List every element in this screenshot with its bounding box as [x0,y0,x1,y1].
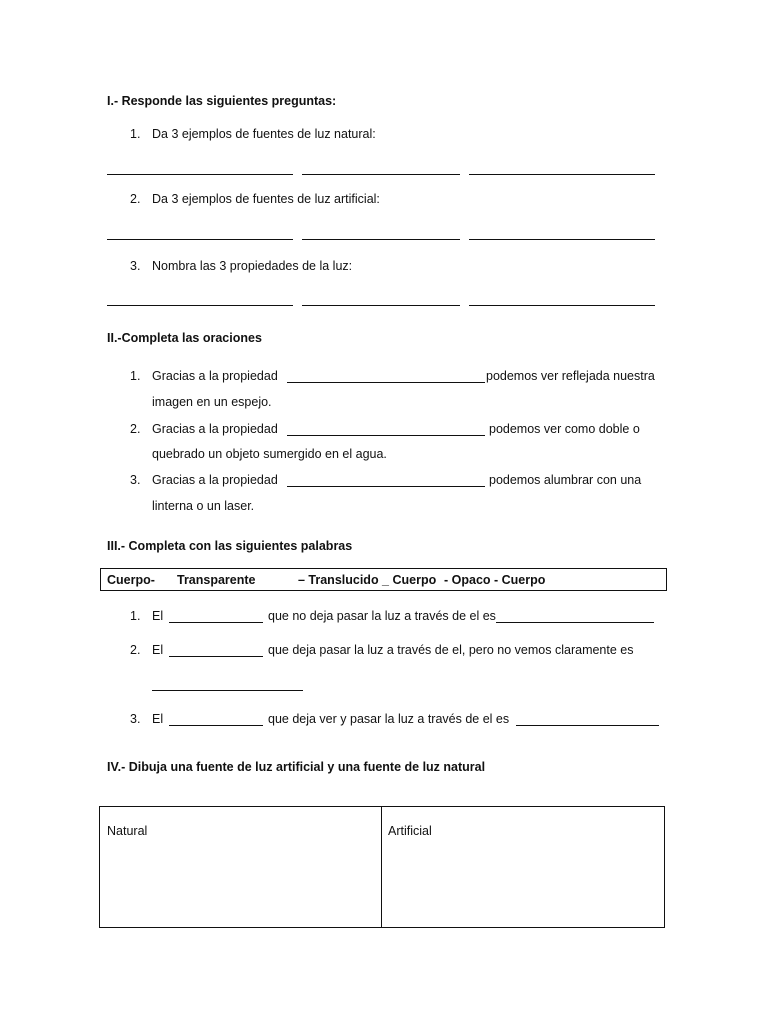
fill-number: 2. [130,643,141,657]
word-bank-item: Transparente [177,573,256,587]
artificial-cell-label: Artificial [388,824,432,838]
sentence-continuation: imagen en un espejo. [152,395,272,409]
word-bank-box [100,568,667,591]
question-text: Da 3 ejemplos de fuentes de luz artificial: [152,192,380,206]
fill-el: El [152,609,164,623]
fill-el: El [152,643,164,657]
fill-number: 3. [130,712,141,726]
question-text: Nombra las 3 propiedades de la luz: [152,259,353,273]
sentence-blank[interactable] [287,382,485,383]
sentence-suffix: podemos ver como doble o [489,422,640,436]
answer-blank[interactable] [107,174,293,175]
question-number: 2. [130,192,141,206]
question-number: 1. [130,127,141,141]
section3-heading: III.- Completa con las siguientes palabras [107,539,353,553]
answer-blank[interactable] [302,305,460,306]
answer-blank[interactable] [302,239,460,240]
question-number: 3. [130,259,141,273]
sentence-blank[interactable] [287,435,485,436]
sentence-prefix: Gracias a la propiedad [152,369,278,383]
sentence-blank[interactable] [287,486,485,487]
word-bank-item: Cuerpo- [107,573,155,587]
answer-blank[interactable] [469,305,655,306]
fill-blank[interactable] [169,725,263,726]
fill-text: que deja pasar la luz a través de el, pero no vemos claramente es [268,643,634,657]
sentence-suffix: podemos ver reflejada nuestra [486,369,655,383]
sentence-suffix: podemos alumbrar con una [489,473,642,487]
answer-blank[interactable] [302,174,460,175]
fill-number: 1. [130,609,141,623]
sentence-number: 3. [130,473,141,487]
fill-text: que deja ver y pasar la luz a través de el es [268,712,510,726]
table-divider [381,807,382,927]
word-bank-item: – Translucido _ Cuerpo [298,573,437,587]
answer-blank[interactable] [107,239,293,240]
sentence-prefix: Gracias a la propiedad [152,473,278,487]
fill-el: El [152,712,164,726]
answer-blank[interactable] [469,239,655,240]
fill-blank[interactable] [169,622,263,623]
sentence-continuation: quebrado un objeto sumergido en el agua. [152,447,387,461]
answer-blank[interactable] [107,305,293,306]
natural-cell-label: Natural [107,824,148,838]
question-text: Da 3 ejemplos de fuentes de luz natural: [152,127,376,141]
section2-heading: II.-Completa las oraciones [107,331,262,345]
fill-blank[interactable] [516,725,659,726]
fill-blank[interactable] [152,690,303,691]
fill-text: que no deja pasar la luz a través de el es [268,609,496,623]
sentence-continuation: linterna o un laser. [152,499,255,513]
word-bank-item: - Opaco - Cuerpo [444,573,546,587]
section1-heading: I.- Responde las siguientes preguntas: [107,94,337,108]
answer-blank[interactable] [469,174,655,175]
drawing-table [99,806,665,928]
section4-heading: IV.- Dibuja una fuente de luz artificial y una fuente de luz natural [107,760,486,774]
sentence-prefix: Gracias a la propiedad [152,422,278,436]
sentence-number: 1. [130,369,141,383]
fill-blank[interactable] [496,622,654,623]
fill-blank[interactable] [169,656,263,657]
sentence-number: 2. [130,422,141,436]
